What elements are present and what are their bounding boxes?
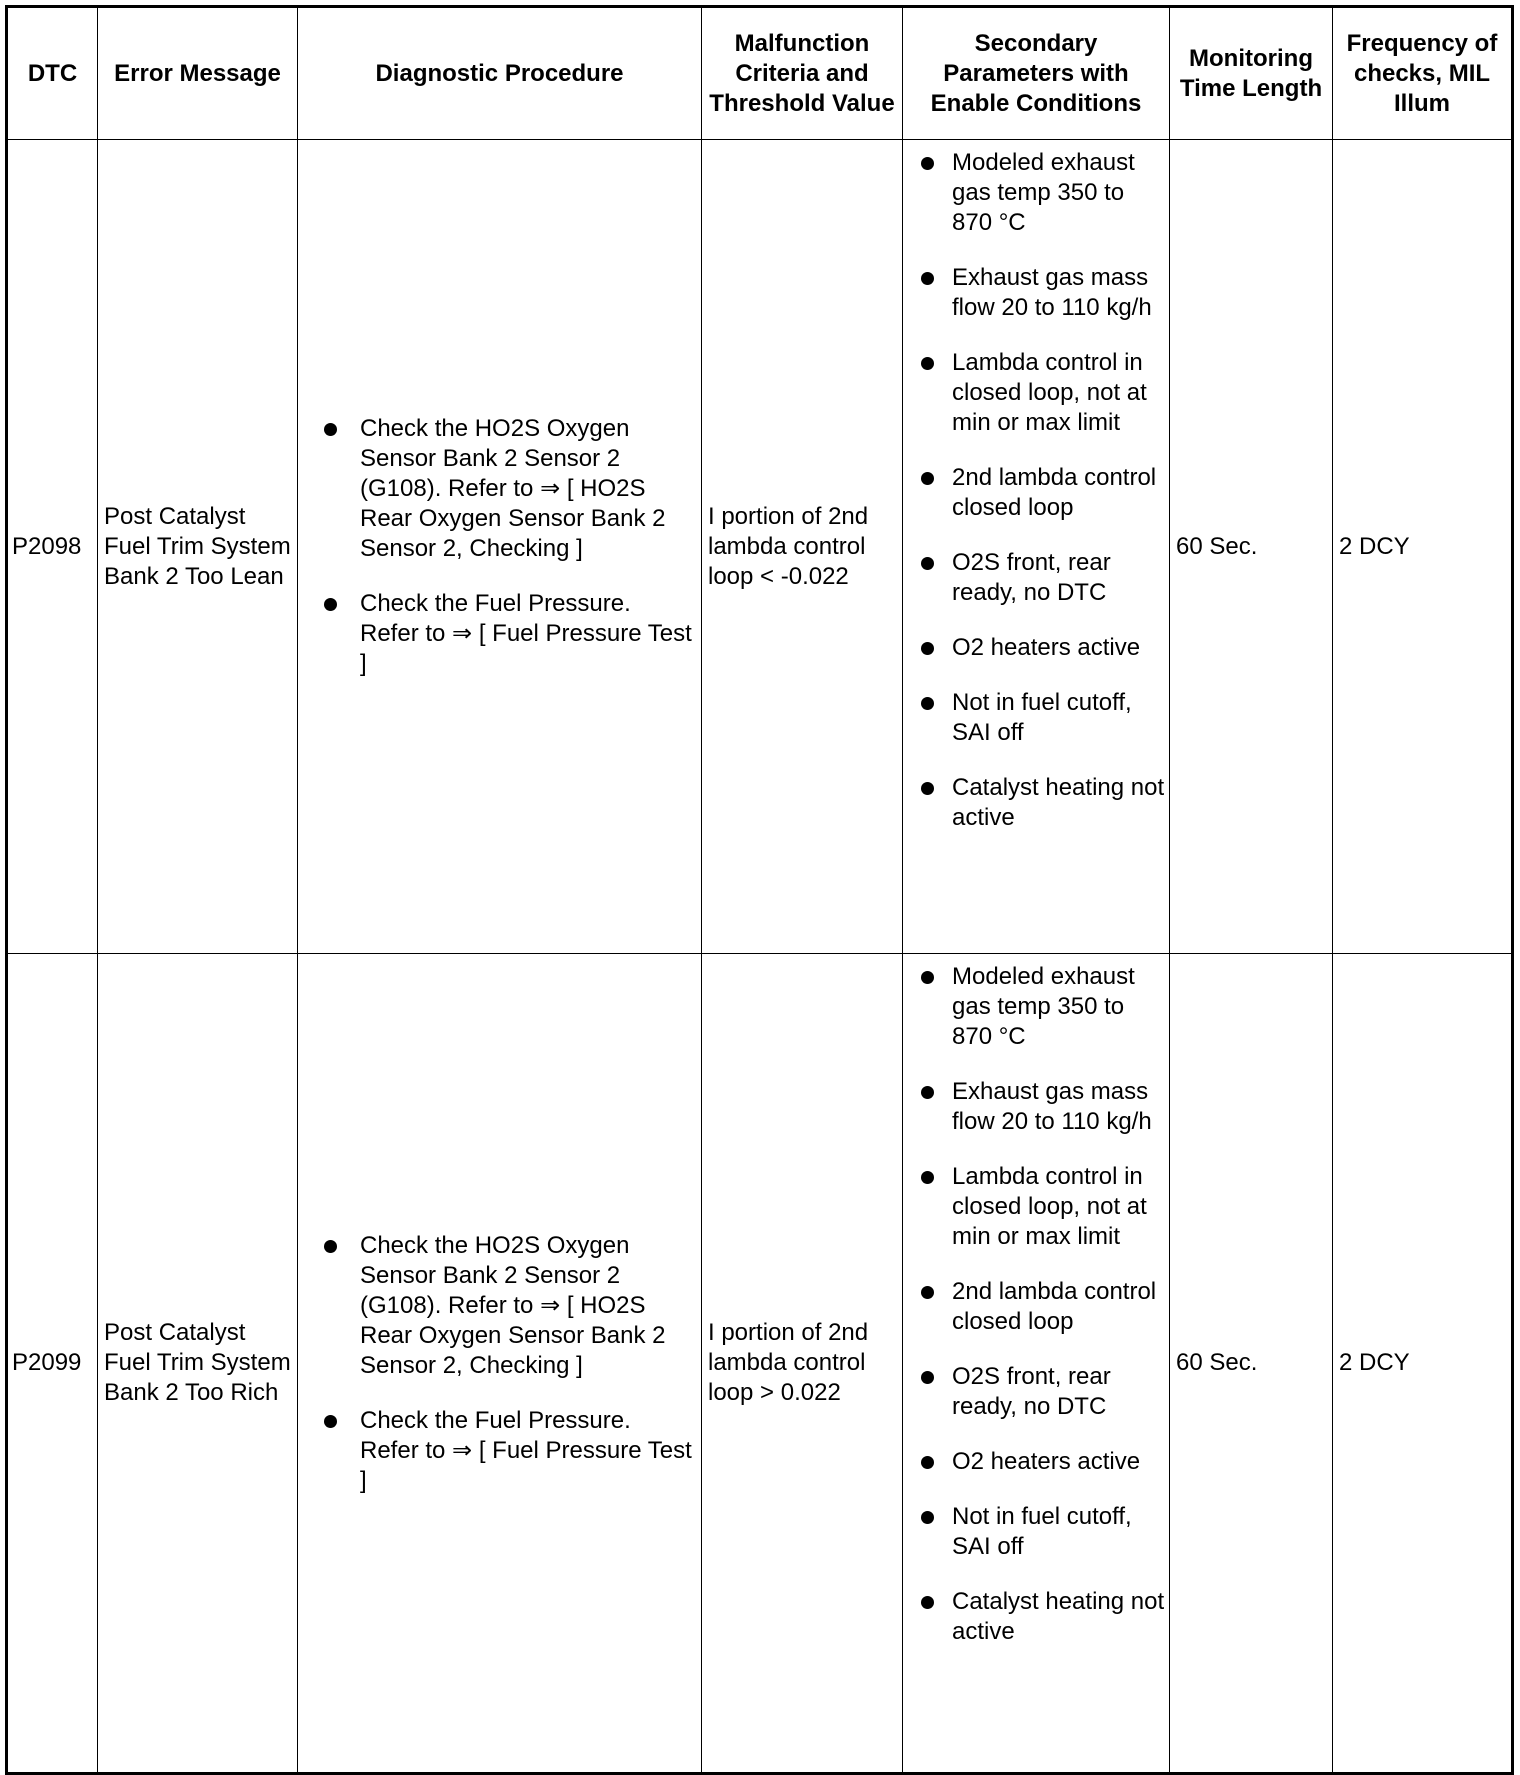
- secondary-parameter: Exhaust gas mass flow 20 to 110 kg/h: [909, 1077, 1169, 1137]
- secondary-parameter: Exhaust gas mass flow 20 to 110 kg/h: [909, 263, 1169, 323]
- frequency: 2 DCY: [1333, 954, 1513, 1774]
- dtc-code: P2099: [7, 954, 98, 1774]
- secondary-parameter: O2S front, rear ready, no DTC: [909, 1362, 1169, 1422]
- header-error-message: Error Message: [98, 7, 298, 140]
- table-row: [7, 954, 1513, 1774]
- error-message: Post Catalyst Fuel Trim System Bank 2 Too Lean: [98, 140, 298, 954]
- secondary-parameter: Modeled exhaust gas temp 350 to 870 °C: [909, 148, 1169, 238]
- secondary-parameter: Catalyst heating not active: [909, 1587, 1169, 1647]
- diagnostic-step: Check the Fuel Pressure. Refer to ⇒ [ Fuel Pressure Test ]: [304, 1406, 695, 1496]
- malfunction-criteria: I portion of 2nd lambda control loop > 0.022: [702, 954, 903, 1774]
- secondary-parameter: O2 heaters active: [909, 633, 1169, 663]
- secondary-parameter: Not in fuel cutoff, SAI off: [909, 688, 1169, 748]
- diagnostic-procedure-list: [304, 414, 695, 679]
- secondary-parameter: Not in fuel cutoff, SAI off: [909, 1502, 1169, 1562]
- header-dtc: DTC: [7, 7, 98, 140]
- secondary-parameters: [903, 954, 1170, 1774]
- secondary-parameter: 2nd lambda control closed loop: [909, 1277, 1169, 1337]
- secondary-parameter: O2 heaters active: [909, 1447, 1169, 1477]
- header-malfunction-criteria: Malfunction Criteria and Threshold Value: [702, 7, 903, 140]
- header-monitoring-time: Monitoring Time Length: [1170, 7, 1333, 140]
- malfunction-criteria: I portion of 2nd lambda control loop < -0.022: [702, 140, 903, 954]
- error-message: Post Catalyst Fuel Trim System Bank 2 Too Rich: [98, 954, 298, 1774]
- secondary-parameters-list: [909, 148, 1169, 833]
- secondary-parameter: Lambda control in closed loop, not at min or max limit: [909, 1162, 1169, 1252]
- secondary-parameters: [903, 140, 1170, 954]
- diagnostic-step: Check the HO2S Oxygen Sensor Bank 2 Sensor 2 (G108). Refer to ⇒ [ HO2S Rear Oxygen Sensor Bank 2 Sensor 2, Checking ]: [304, 414, 695, 564]
- dtc-code: P2098: [7, 140, 98, 954]
- secondary-parameter: Modeled exhaust gas temp 350 to 870 °C: [909, 962, 1169, 1052]
- secondary-parameter: Catalyst heating not active: [909, 773, 1169, 833]
- header-diagnostic-procedure: Diagnostic Procedure: [298, 7, 702, 140]
- diagnostic-step: Check the HO2S Oxygen Sensor Bank 2 Sensor 2 (G108). Refer to ⇒ [ HO2S Rear Oxygen Sensor Bank 2 Sensor 2, Checking ]: [304, 1231, 695, 1381]
- header-secondary-parameters: Secondary Parameters with Enable Conditions: [903, 7, 1170, 140]
- monitoring-time: 60 Sec.: [1170, 140, 1333, 954]
- secondary-parameter: O2S front, rear ready, no DTC: [909, 548, 1169, 608]
- diagnostic-step: Check the Fuel Pressure. Refer to ⇒ [ Fuel Pressure Test ]: [304, 589, 695, 679]
- header-row: [7, 7, 1513, 140]
- frequency: 2 DCY: [1333, 140, 1513, 954]
- secondary-parameter: Lambda control in closed loop, not at min or max limit: [909, 348, 1169, 438]
- header-frequency: Frequency of checks, MIL Illum: [1333, 7, 1513, 140]
- diagnostic-procedure-list: [304, 1231, 695, 1496]
- secondary-parameter: 2nd lambda control closed loop: [909, 463, 1169, 523]
- monitoring-time: 60 Sec.: [1170, 954, 1333, 1774]
- diagnostic-procedure: [298, 140, 702, 954]
- secondary-parameters-list: [909, 962, 1169, 1647]
- dtc-table: [5, 5, 1514, 1775]
- table-row: [7, 140, 1513, 954]
- diagnostic-procedure: [298, 954, 702, 1774]
